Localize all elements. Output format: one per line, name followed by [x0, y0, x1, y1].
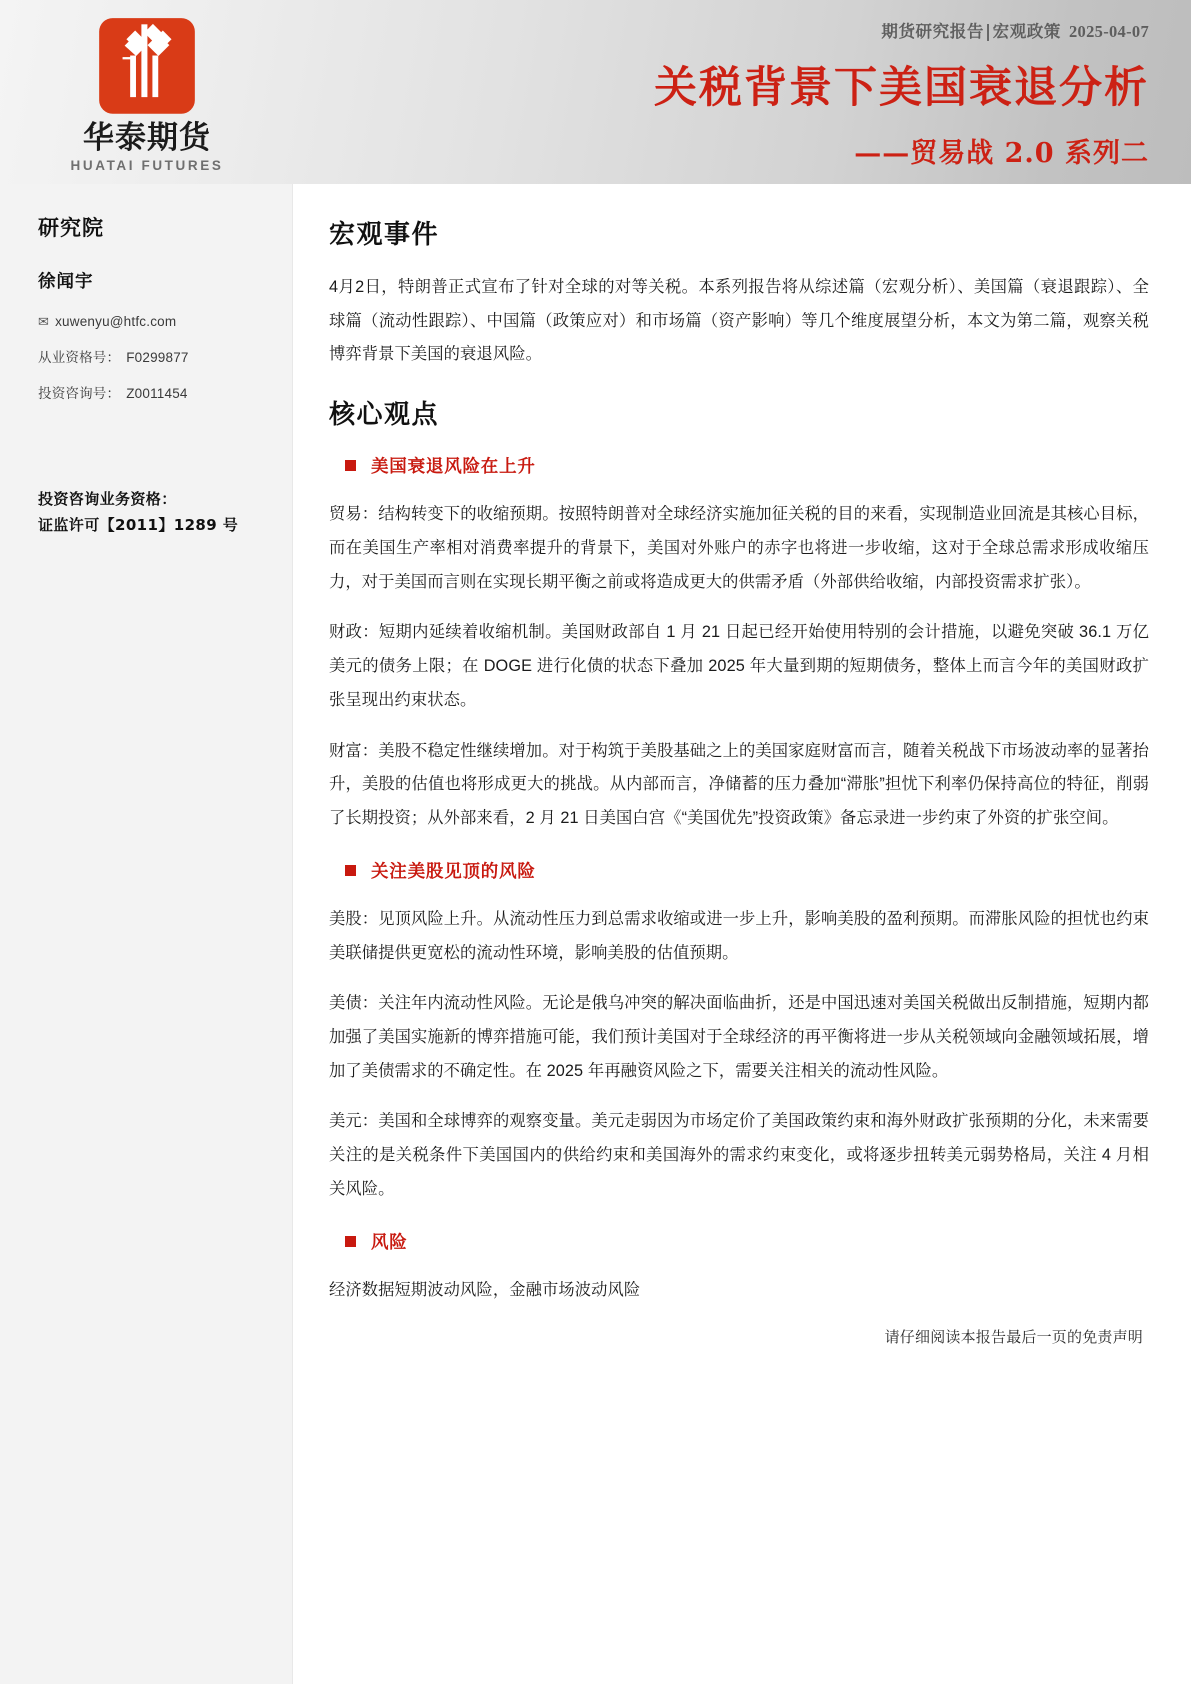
practice-number: F0299877: [126, 349, 189, 365]
bullet-heading-equity-peak-risk: [345, 858, 1149, 883]
bullet-label: 关注美股见顶的风险: [371, 861, 536, 882]
meta-report-type: 期货研究报告: [881, 22, 984, 41]
bullet-heading-risk: [345, 1229, 1149, 1254]
paragraph-us-equities: 美股：见顶风险上升。从流动性压力到总需求收缩或进一步上升，影响美股的盈利预期。而滞胀风险的担忧也约束美联储提供更宽松的流动性环境，影响美股的估值预期。: [329, 909, 1149, 962]
sidebar-practice-row: [38, 349, 270, 368]
logo-english-name: HUATAI FUTURES: [70, 157, 224, 173]
sidebar-author-name: 徐闻宇: [38, 272, 94, 292]
bullet-square-icon: [345, 460, 356, 471]
page-header: [0, 0, 1191, 184]
qualification-license: 证监许可【2011】1289 号: [38, 515, 239, 534]
paragraph-us-dollar: 美元：美国和全球博弈的观察变量。美元走弱因为市场定价了美国政策约束和海外财政扩张预期的分化，未来需要关注的是关税条件下美国国内的供给约束和美国海外的需求约束变化，或将逐步扭转美元弱势格局，关注 4 月相关风险。: [329, 1112, 1149, 1198]
sidebar-department: 研究院: [38, 216, 104, 240]
header-meta-line: [369, 18, 1149, 42]
sidebar: [0, 184, 292, 1684]
page-subtitle: ——贸易战 2.0 系列二: [854, 138, 1149, 170]
sidebar-consult-row: [38, 385, 270, 404]
section-title-core-views: 核心观点: [329, 400, 440, 431]
qualification-title: 投资咨询业务资格：: [38, 489, 177, 508]
sidebar-email[interactable]: xuwenyu@htfc.com: [55, 314, 177, 329]
disclaimer-note: 请仔细阅读本报告最后一页的免责声明: [884, 1329, 1143, 1347]
bullet-square-icon: [345, 1236, 356, 1247]
paragraph-risk-items: 经济数据短期波动风险，金融市场波动风险: [329, 1280, 641, 1299]
bullet-square-icon: [345, 865, 356, 876]
practice-label: 从业资格号：: [38, 349, 121, 365]
consult-label: 投资咨询号：: [38, 385, 121, 401]
sidebar-qualification: [38, 486, 270, 539]
bullet-label: 美国衰退风险在上升: [371, 457, 536, 478]
bullet-heading-recession-risk: [345, 453, 1149, 478]
paragraph-us-treasuries: 美债：关注年内流动性风险。无论是俄乌冲突的解决面临曲折，还是中国迅速对美国关税做出反制措施，短期内都加强了美国实施新的博弈措施可能，我们预计美国对于全球经济的再平衡将进一步从关税领域向金融领域拓展，增加了美债需求的不确定性。在 2025 年再融资风险之下，需要关注相关的流动性风险。: [329, 994, 1149, 1080]
consult-number: Z0011454: [126, 385, 188, 401]
section-title-macro-event: 宏观事件: [329, 220, 440, 250]
header-text-block: [369, 18, 1149, 170]
meta-separator: |: [984, 22, 992, 41]
paragraph-wealth: 财富：美股不稳定性继续增加。对于构筑于美股基础之上的美国家庭财富而言，随着关税战下市场波动率的显著抬升，美股的估值也将形成更大的挑战。从内部而言，净储蓄的压力叠加“滞胀”担忧下利率仍保持高位的特征，削弱了长期投资；从外部来看，2 月 21 日美国白宫《“美国优先”投资政策》备忘录进一步约束了外资的扩张空间。: [329, 741, 1149, 828]
bullet-label: 风险: [371, 1232, 408, 1253]
paragraph-trade: 贸易：结构转变下的收缩预期。按照特朗普对全球经济实施加征关税的目的来看，实现制造业回流是其核心目标，而在美国生产率相对消费率提升的背景下，美国对外账户的赤字也将进一步收缩，这对于全球总需求形成收缩压力，对于美国而言则在实现长期平衡之前或将造成更大的供需矛盾（外部供给收缩，内部投资需求扩张）。: [329, 505, 1149, 591]
huatai-logo-icon: [95, 16, 199, 120]
main-content: [292, 184, 1191, 1684]
logo-chinese-name: 华泰期货: [83, 120, 211, 156]
company-logo: [52, 16, 242, 173]
meta-date: 2025-04-07: [1069, 22, 1149, 41]
paragraph-fiscal: 财政：短期内延续着收缩机制。美国财政部自 1 月 21 日起已经开始使用特别的会计措施，以避免突破 36.1 万亿美元的债务上限；在 DOGE 进行化债的状态下叠加 2025 年大量到期的短期债务，整体上而言今年的美国财政扩张呈现出约束状态。: [329, 623, 1149, 709]
mail-icon: ✉: [38, 314, 50, 329]
page-title: 关税背景下美国衰退分析: [654, 63, 1149, 113]
macro-event-paragraph: 4月2日，特朗普正式宣布了针对全球的对等关税。本系列报告将从综述篇（宏观分析）、美国篇（衰退跟踪）、全球篇（流动性跟踪）、中国篇（政策应对）和市场篇（资产影响）等几个维度展望分析，本文为第二篇，观察关税博弈背景下美国的衰退风险。: [329, 278, 1149, 364]
meta-category: 宏观政策: [992, 22, 1061, 41]
page-body: [0, 184, 1191, 1684]
sidebar-email-row[interactable]: [38, 313, 270, 332]
